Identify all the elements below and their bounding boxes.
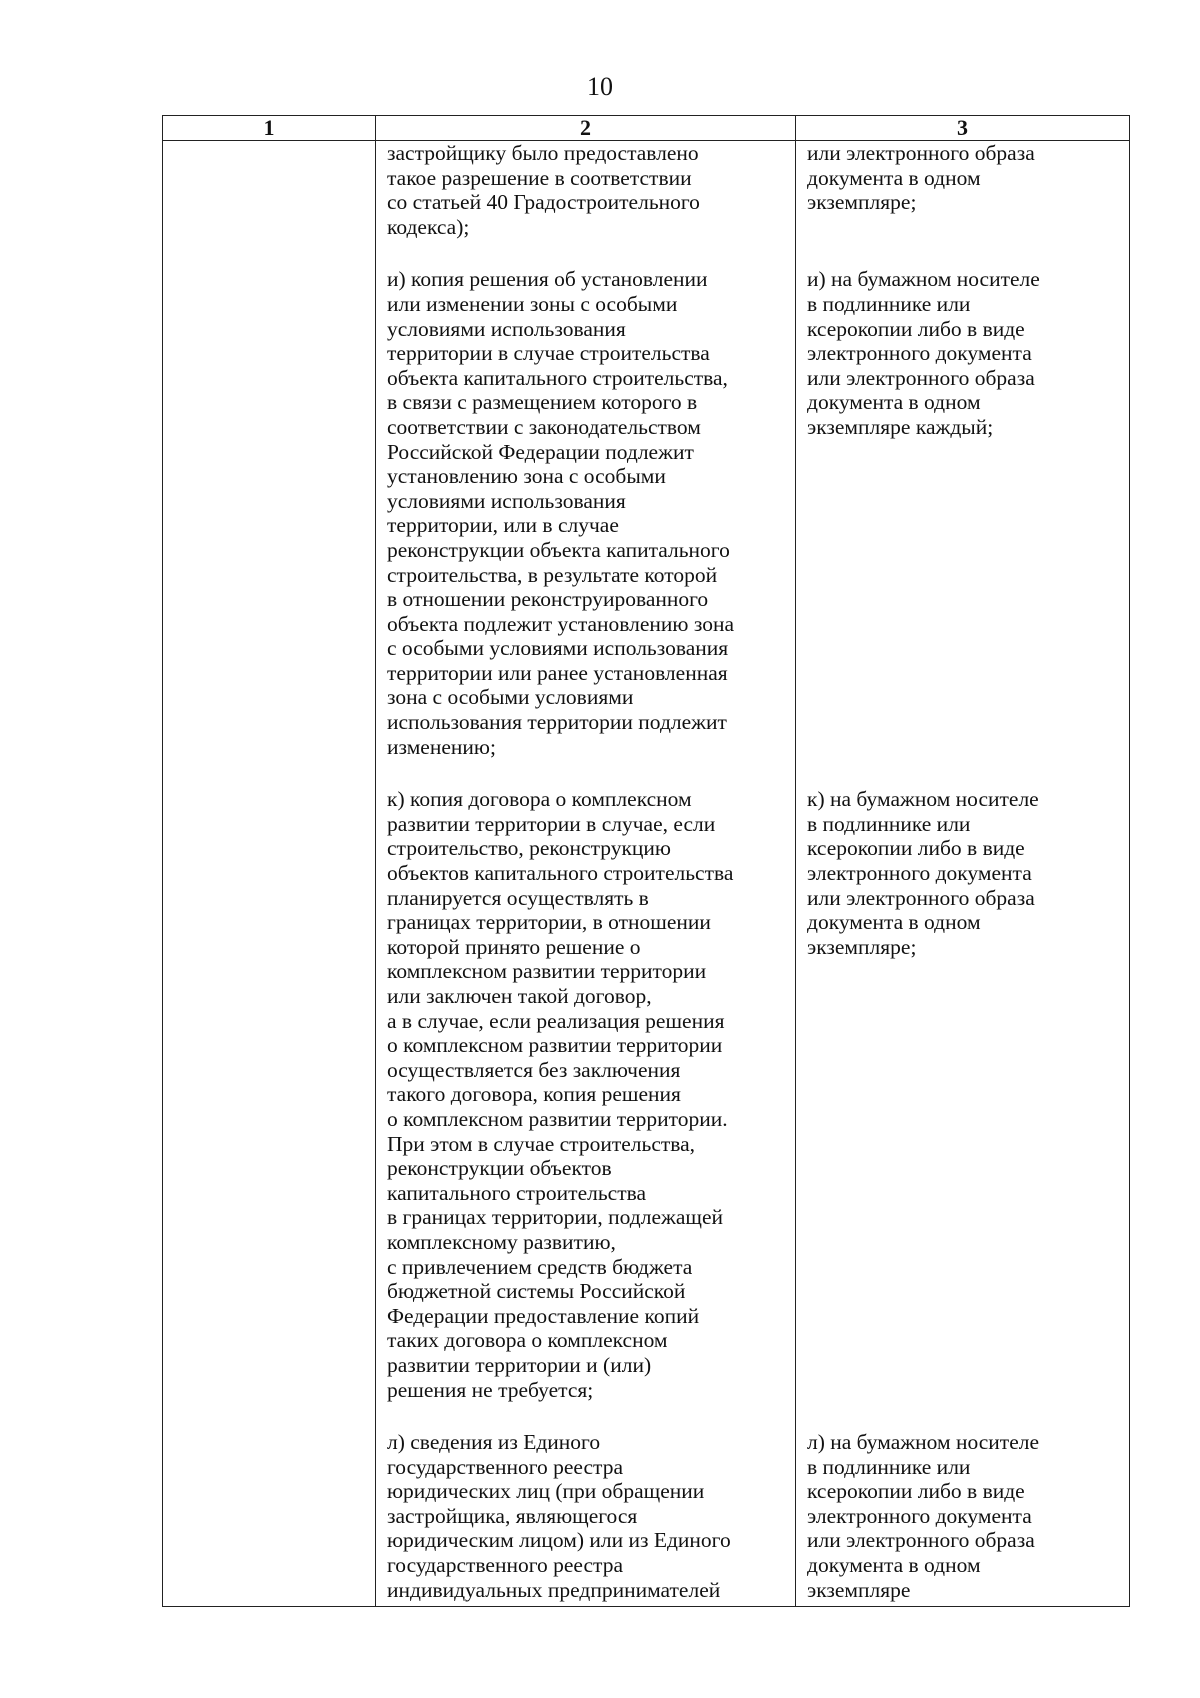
text-line: комплексном развитии территории [387,959,707,984]
text-line: в границах территории, подлежащей [387,1205,723,1230]
text-line: такого договора, копия решения [387,1082,681,1107]
text-line: застройщику было предоставлено [387,141,699,165]
text-line: реконструкции объектов [387,1156,612,1181]
spacer-cell [163,243,376,267]
text-line: или заключен такой договор, [387,984,652,1008]
text-line: Российской Федерации подлежит [387,439,694,464]
table-row-item-k [163,787,1130,1406]
page-number: 10 [587,72,613,101]
text-line: электронного документа [807,1503,1032,1528]
text-line: экземпляре каждый; [807,414,994,439]
text-line: комплексному развитию, [387,1229,616,1254]
table-row-item-l [163,1430,1130,1607]
column-header-1: 1 [163,116,376,141]
text-line: развитии территории и (или) [387,1352,652,1377]
text-line: электронного документа [807,861,1032,886]
text-line: государственного реестра [387,1553,623,1578]
spacer-cell [796,243,1130,267]
text-line: объекта капитального строительства, [387,365,728,390]
text-line: бюджетной системы Российской [387,1279,686,1304]
text-line: изменению; [387,734,496,759]
text-line: индивидуальных предпринимателей [387,1577,721,1602]
text-line: и) копия решения об установлении [387,267,708,292]
cell-col2 [376,1430,796,1607]
cell-col1 [163,787,376,1406]
text-line: ксерокопии либо в виде [807,316,1025,341]
spacer-cell [163,763,376,787]
text-line: капитального строительства [387,1180,647,1205]
cell-col1 [163,267,376,763]
spacer-cell [376,1406,796,1430]
text-line: к) на бумажном носителе [807,787,1039,812]
spacer-cell [796,763,1130,787]
text-line: использования территории подлежит [387,710,727,735]
text-line: электронного документа [807,341,1032,366]
text-line: в отношении реконструированного [387,587,709,612]
text-line: территории, или в случае [387,513,619,538]
text-line: такое разрешение в соответствии [387,165,692,190]
text-line: документа в одном [807,910,981,935]
text-line: или изменении зоны с особыми [387,291,678,316]
cell-col2 [376,141,796,244]
text-line: развитии территории в случае, если [387,811,716,836]
text-line: При этом в случае строительства, [387,1131,696,1156]
text-line: территории в случае строительства [387,341,710,366]
requirements-table [162,115,1130,1607]
text-line: объектов капитального строительства [387,861,734,886]
text-line: объекта подлежит установлению зона [387,611,735,636]
spacer-cell [376,763,796,787]
text-line: планируется осуществлять в [387,885,649,910]
text-line: государственного реестра [387,1454,623,1479]
cell-col3 [796,1430,1130,1607]
text-line: кодекса); [387,214,470,239]
text-line: Федерации предоставление копий [387,1303,700,1328]
spacer-cell [163,1406,376,1430]
cell-col3 [796,787,1130,1406]
text-line: экземпляре; [807,934,917,959]
column-header-3: 3 [796,116,1130,141]
spacer-row [163,763,1130,787]
text-line: или электронного образа [807,885,1035,910]
text-line: к) копия договора о комплексном [387,787,692,812]
cell-col1 [163,1430,376,1607]
text-line: границах территории, в отношении [387,910,711,935]
text-line: о комплексном развитии территории [387,1033,723,1058]
cell-col2 [376,787,796,1406]
spacer-cell [796,1406,1130,1430]
table-row-intro [163,141,1130,244]
text-line: юридическим лицом) или из Единого [387,1528,731,1553]
table-body [163,141,1130,1607]
text-line: строительство, реконструкцию [387,836,671,861]
text-line: строительства, в результате которой [387,562,718,587]
spacer-row [163,243,1130,267]
text-line: документа в одном [807,165,981,190]
text-line: ксерокопии либо в виде [807,1479,1025,1504]
text-line: о комплексном развитии территории. [387,1106,728,1131]
text-line: территории или ранее установленная [387,660,728,685]
text-line: и) на бумажном носителе [807,267,1040,292]
cell-col2 [376,267,796,763]
cell-col1 [163,141,376,244]
text-line: или электронного образа [807,365,1035,390]
text-line: таких договора о комплексном [387,1328,668,1353]
text-line: установлению зона с особыми [387,464,666,489]
text-line: в подлиннике или [807,291,971,316]
text-line: реконструкции объекта капитального [387,537,730,562]
text-line: л) сведения из Единого [387,1430,601,1455]
text-line: документа в одном [807,390,981,415]
text-line: или электронного образа [807,141,1035,165]
text-line: с особыми условиями использования [387,636,729,661]
text-line: осуществляется без заключения [387,1057,681,1082]
text-line: соответствии с законодательством [387,414,701,439]
text-line: зона с особыми условиями [387,685,634,710]
text-line: экземпляре; [807,190,917,215]
text-line: в подлиннике или [807,811,971,836]
text-line: которой принято решение о [387,934,641,959]
text-line: в связи с размещением которого в [387,390,698,415]
spacer-cell [376,243,796,267]
text-line: условиями использования [387,316,626,341]
text-line: со статьей 40 Градостроительного [387,190,700,215]
text-line: а в случае, если реализация решения [387,1008,725,1033]
text-line: экземпляре [807,1577,911,1602]
text-line: документа в одном [807,1553,981,1578]
text-line: ксерокопии либо в виде [807,836,1025,861]
table-header-row [163,116,1130,141]
cell-col3 [796,141,1130,244]
column-header-2: 2 [376,116,796,141]
cell-col3 [796,267,1130,763]
text-line: застройщика, являющегося [387,1503,638,1528]
text-line: л) на бумажном носителе [807,1430,1040,1455]
text-line: с привлечением средств бюджета [387,1254,693,1279]
text-line: юридических лиц (при обращении [387,1479,705,1504]
table-row-item-i [163,267,1130,763]
text-line: условиями использования [387,488,626,513]
text-line: в подлиннике или [807,1454,971,1479]
text-line: решения не требуется; [387,1377,594,1402]
spacer-row [163,1406,1130,1430]
text-line: или электронного образа [807,1528,1035,1553]
